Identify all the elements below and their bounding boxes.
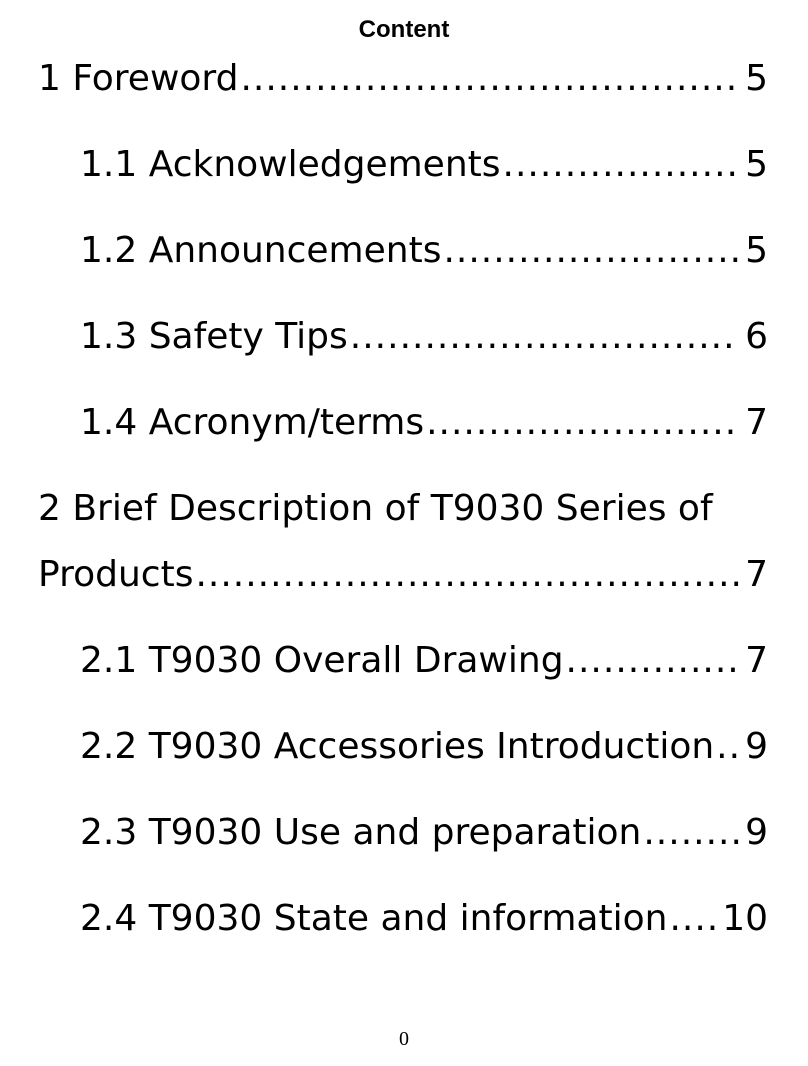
toc-entry-announcements[interactable] — [80, 229, 768, 273]
toc-entry-accessories[interactable] — [80, 725, 768, 769]
dot-leader — [443, 229, 739, 273]
dot-leader — [503, 143, 740, 187]
toc-entry-overall-drawing[interactable] — [80, 639, 768, 683]
toc-entry-acronym-terms[interactable] — [80, 401, 768, 445]
toc-entry-label: 2.3 T9030 Use and preparation — [80, 812, 642, 853]
toc-entry-safety-tips[interactable] — [80, 315, 768, 359]
toc-heading: Content — [358, 16, 450, 43]
toc-entry-label: 1.4 Acronym/terms — [80, 402, 425, 443]
toc-entry-brief-description-line1[interactable]: 2 Brief Description of T9030 Series of — [38, 488, 713, 529]
toc-entry-page: 9 — [745, 726, 768, 767]
dot-leader — [350, 315, 739, 359]
dot-leader — [669, 897, 716, 941]
toc-entry-foreword[interactable] — [38, 57, 768, 101]
dot-leader — [426, 401, 739, 445]
dot-leader — [716, 725, 739, 769]
toc-entry-label: Products — [38, 554, 194, 595]
toc-entry-page: 7 — [745, 640, 768, 681]
toc-entry-label: 2.2 T9030 Accessories Introduction — [80, 726, 715, 767]
toc-entry-label: 1.2 Announcements — [80, 230, 442, 271]
toc-entry-state-information[interactable] — [80, 897, 768, 941]
toc-entry-brief-description[interactable] — [38, 553, 768, 597]
toc-entry-label: 1.1 Acknowledgements — [80, 144, 501, 185]
toc-entry-page: 10 — [722, 898, 768, 939]
toc-entry-label: 1 Foreword — [38, 58, 239, 99]
toc-entry-use-preparation[interactable] — [80, 811, 768, 855]
dot-leader — [566, 639, 740, 683]
dot-leader — [240, 57, 739, 101]
toc-entry-page: 5 — [745, 58, 768, 99]
dot-leader — [643, 811, 739, 855]
toc-entry-page: 7 — [745, 402, 768, 443]
toc-entry-label: 2.1 T9030 Overall Drawing — [80, 640, 564, 681]
toc-entry-page: 6 — [745, 316, 768, 357]
toc-entry-page: 9 — [745, 812, 768, 853]
page-number: 0 — [399, 1028, 409, 1050]
toc-entry-label: 1.3 Safety Tips — [80, 316, 348, 357]
toc-entry-acknowledgements[interactable] — [80, 143, 768, 187]
toc-entry-label: 2.4 T9030 State and information — [80, 898, 668, 939]
toc-entry-page: 5 — [745, 144, 768, 185]
toc-entry-page: 5 — [745, 230, 768, 271]
toc-entry-page: 7 — [745, 554, 768, 595]
dot-leader — [195, 553, 739, 597]
